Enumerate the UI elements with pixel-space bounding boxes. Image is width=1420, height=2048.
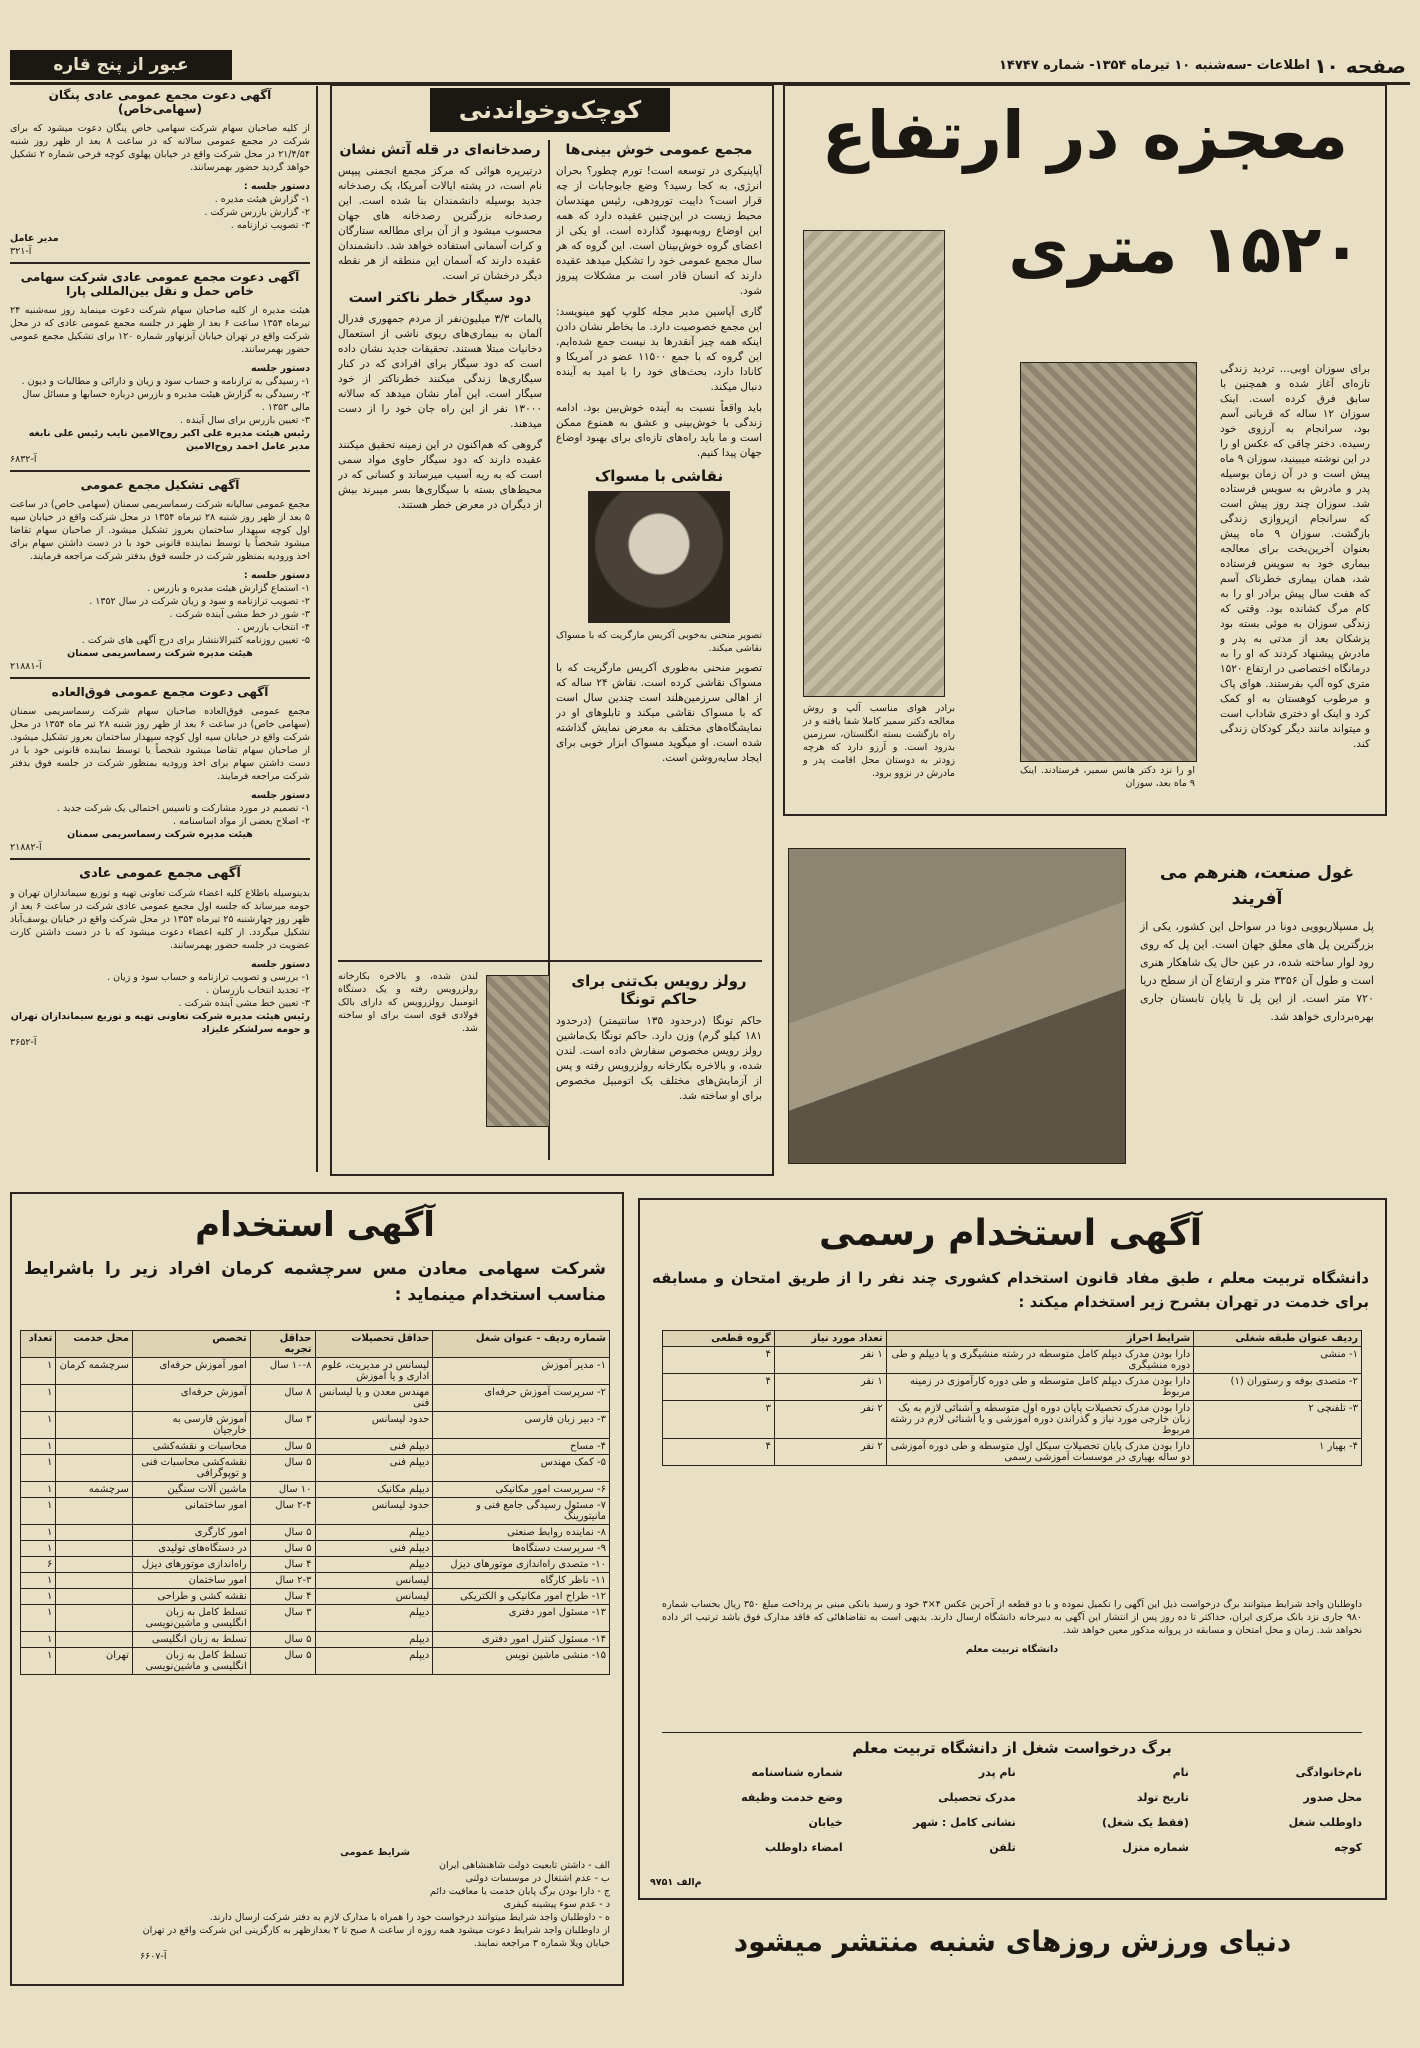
- cell-job-title: ۲- متصدی بوفه و رستوران (۱): [1194, 1374, 1362, 1401]
- table-row: [21, 1648, 610, 1675]
- ad-2-body: هیئت مدیره از کلیه صاحبان سهام شرکت دعوت مینماید روز سه‌شنبه ۲۴ تیرماه ۱۳۵۴ ساعت ۶ بعد از ظهر در جلسه مجمع عمومی عادی که در محل شرکت واقع در تهران خیابان آیزنهاور شماره ۱۲۰ برای تشکیل مجمع عمومی حضور بهمرسانند.: [10, 305, 310, 355]
- cell-education: حدود لیسانس: [315, 1412, 433, 1439]
- application-form: [662, 1760, 1362, 1860]
- cell-location: [56, 1525, 133, 1541]
- ad-3: [10, 478, 310, 679]
- ad-5-agenda-title: دستور جلسه: [251, 959, 310, 970]
- feature-body: [1220, 362, 1370, 802]
- cell-education: دیپلم فنی: [315, 1541, 433, 1557]
- cell-specialty: امور آموزش حرفه‌ای: [132, 1358, 250, 1385]
- ad-3-title: آگهی تشکیل مجمع عمومی: [80, 478, 240, 492]
- ad-3-agenda-1: ۱- استماع گزارش هیئت مدیره و بازرس .: [147, 583, 310, 594]
- jobs-right-table-wrap: [662, 1330, 1362, 1466]
- ad-5-agenda-2: ۲- تجدید انتخاب بازرسان .: [206, 985, 310, 996]
- table-row: [21, 1573, 610, 1589]
- form-alley: کوچه: [1334, 1841, 1362, 1854]
- rolls-text-2: [338, 970, 478, 1160]
- cell-count: ۱: [21, 1589, 56, 1605]
- cell-specialty: امور ساختمان: [132, 1573, 250, 1589]
- rolls-divider: [338, 960, 762, 962]
- jobs-left-footer: از داوطلبان واجد شرایط دعوت میشود همه روزه از ساعت ۸ صبح تا ۲ بعدازظهر به کارگزینی این شرکت واقع در تهران خیابان ویلا شماره ۳ مراجعه نمایند.: [142, 1925, 610, 1949]
- ad-5-agenda-1: ۱- بررسی و تصویب ترازنامه و حساب سود و زیان .: [107, 972, 310, 983]
- jobs-right-notice: [662, 1598, 1362, 1656]
- ad-3-ref: آ-۲۱۸۸۱: [10, 661, 42, 672]
- ad-3-agenda-2: ۲- تصویب ترازنامه و سود و زیان شرکت در سال ۱۳۵۲ .: [89, 596, 310, 607]
- cell-experience: ۵ سال: [250, 1455, 315, 1482]
- cell-experience: ۵ سال: [250, 1541, 315, 1557]
- table-row: [21, 1632, 610, 1648]
- cell-specialty: تسلط کامل به زبان انگلیسی و ماشین‌نویسی: [132, 1648, 250, 1675]
- ad-5-body: بدینوسیله باطلاع کلیه اعضاء شرکت تعاونی تهیه و توزیع سیماندازان تهران و حومه میرساند که جلسه اول مجمع عمومی عادی شرکت در ساعت ۶ بعد از ظهر روز چهارشنبه ۲۵ تیرماه ۱۳۵۴ در محل شرکت واقع در خیابان یوسف‌آباد تشکیل میگردد. از کلیه اعضاء دعوت میشود که با در دست داشتن کارت عضویت در جلسه حضور بهمرسانند.: [10, 888, 310, 951]
- ad-4: [10, 685, 310, 860]
- cell-count: ۶: [21, 1557, 56, 1573]
- form-house-number: شماره منزل: [1122, 1841, 1189, 1854]
- cell-title: ۵- کمک مهندس: [433, 1455, 610, 1482]
- jobs-right-signature: دانشگاه تربیت معلم: [965, 1644, 1059, 1655]
- form-military: وضع خدمت وظیفه: [741, 1791, 843, 1804]
- condition-4: د - عدم سوء پیشینه کیفری: [503, 1899, 610, 1910]
- table-row: [663, 1439, 1362, 1466]
- condition-2: ب - عدم اشتغال در موسسات دولتی: [465, 1873, 610, 1884]
- form-phone: تلفن: [989, 1841, 1016, 1854]
- a5b-body: لندن شده، و بالاخره بکارخانه رولزرویس رفته و یک دستگاه اتومبیل رولزرویس که دارای بالک فولادی قوی است برای او ساخته شد.: [338, 971, 478, 1034]
- cell-specialty: محاسبات و نقشه‌کشی: [132, 1439, 250, 1455]
- cell-experience: ۸ سال: [250, 1385, 315, 1412]
- col-job-title: ردیف عنوان طبقه شغلی: [1194, 1331, 1362, 1347]
- form-name: نام: [1172, 1766, 1189, 1779]
- col-count: تعداد: [21, 1331, 56, 1358]
- a1-title: مجمع عمومی خوش بینی‌ها: [565, 142, 753, 158]
- cell-education: لیسانس: [315, 1589, 433, 1605]
- condition-1: الف - داشتن تابعیت دولت شاهنشاهی ایران: [438, 1860, 610, 1871]
- cell-title: ۲- سرپرست آموزش حرفه‌ای: [433, 1385, 610, 1412]
- jobs-left-subtitle: شرکت سهامی معادن مس سرچشمه کرمان افراد زیر را باشرایط مناسب استخدام مینماید :: [24, 1259, 606, 1305]
- jobs-right-ref: م‌الف ۹۷۵۱: [650, 1877, 702, 1888]
- jobs-left-ref: آ-۶۶۰۷: [140, 1951, 167, 1962]
- a4-body: تصویر منحنی به‌طوری آکریس مارگریت که با مسواک نقاشی کرده است. نقاش ۲۴ ساله که از اهالی سرزمین‌هلند است چندین سال است که با مسواک نقاشی میکند و تابلوهای او در نمایشگاه‌های مختلف به معرض نمایش گذاشته شده است. او میگوید مسواک ابزار خوبی برای ایجاد سایه‌روشن است.: [556, 662, 762, 764]
- cell-specialty: امور ساختمانی: [132, 1498, 250, 1525]
- ad-5-ref: آ-۳۶۵۲: [10, 1037, 37, 1048]
- bridge-body: پل مسپلاریوویی دونا در سواحل این کشور، یکی از بزرگترین پل های معلق جهان است. این پل که روی رود لوار ساخته شده، در عین حال یک شاهکار هنری است و طول آن ۳۳۵۶ متر و ارتفاع آن از سطح دریا ۷۲۰ متر است. از این پل تا پایان تابستان جاری بهره‌برداری خواهد شد.: [1140, 920, 1374, 1023]
- cell-experience: ۳ سال: [250, 1412, 315, 1439]
- cell-needed: ۲ نفر: [774, 1401, 886, 1439]
- a1-body: آپاپنیکری در توسعه است! تورم چطور؟ بحران انرژی، به کجا رسید؟ وضع جابوجابات از چه قرار است؟ داییت تورودهی، رئیس مهندسان محیط زیست در این‌چنین عقیده دارد که همه این اوضاع روبه‌بهبود گذارده است. او یکی از اعضای گروه خوش‌بینان است. این گروه که هر سال مجمع عمومی خود را تشکیل میدهد عقیده دارند که انسان قادر است بر مشکلات پیروز شود.: [556, 165, 762, 297]
- cell-education: دیپلم: [315, 1557, 433, 1573]
- ad-1: [10, 88, 310, 264]
- jobs-left-table: [20, 1330, 610, 1675]
- cell-job-title: ۳- تلفنچی ۲: [1194, 1401, 1362, 1439]
- cell-education: دیپلم: [315, 1605, 433, 1632]
- cell-requirements: دارا بودن مدرک دیپلم کامل متوسطه و طی دوره کارآموزی در زمینه مربوط: [886, 1374, 1194, 1401]
- cell-education: دیپلم: [315, 1525, 433, 1541]
- ad-1-agenda-2: ۲- گزارش بازرس شرکت .: [204, 207, 310, 218]
- cell-count: ۱: [21, 1439, 56, 1455]
- toothbrush-painting-photo: [588, 491, 730, 623]
- a2-title: رصدخانه‌ای در قله آتش نشان: [339, 142, 541, 158]
- ad-2-agenda-1: ۱- رسیدگی به ترازنامه و حساب سود و زیان و دارائی و مطالبات و دیون .: [21, 376, 310, 387]
- table-row: [663, 1401, 1362, 1439]
- cell-location: [56, 1541, 133, 1557]
- ad-2-agenda-2: ۲- رسیدگی به گزارش هیئت مدیره و بازرس درباره حسابها و مسائل سال مالی ۱۳۵۳ .: [22, 389, 310, 413]
- form-one-job-note: (فقط یک شغل): [1102, 1816, 1189, 1829]
- cell-education: دیپلم فنی: [315, 1439, 433, 1455]
- form-education: مدرک تحصیلی: [938, 1791, 1016, 1804]
- cell-needed: ۲ نفر: [774, 1439, 886, 1466]
- cell-count: ۱: [21, 1605, 56, 1632]
- ad-4-agenda-1: ۱- تصمیم در مورد مشارکت و تاسیس احتمالی یک شرکت جدید .: [56, 803, 310, 814]
- cell-specialty: ماشین آلات سنگین: [132, 1482, 250, 1498]
- feature-headline-1: معجزه در ارتفاع: [821, 97, 1349, 174]
- cell-experience: ۵ سال: [250, 1439, 315, 1455]
- col-education: حداقل تحصیلات: [315, 1331, 433, 1358]
- col-location: محل خدمت: [56, 1331, 133, 1358]
- form-position: داوطلب شغل: [1288, 1816, 1362, 1829]
- cell-experience: ۴ سال: [250, 1557, 315, 1573]
- feature-body-text: برای سوزان اوبی... تردید زندگی تازه‌ای آغاز شده و همچنین با سابق فرق کرده است. اینک سوزان ۱۲ ساله که قربانی آسم بود، سرانجام به آرزوی خود رسیده. دختر چاقی که عکس او را در این نوشته میبینید، سوزان ۹ ماه پیش است و در آن زمان بوسیله پدر و مادرش به سویس فرستاده شد. سوزان چند روز پیش است که سرانجام ازپروازی زندگی بازگشت. سوزان ۹ ماه پیش بعنوان آخرین‌بخت برای معالجه بیماری خود به سویس فرستاده شد، همان بیماری خطرناک آسم که هفت سال پیش برادر او را به کام مرگ کشانده بود. وقتی که زندگی سوزان به موئی بسته بود پزشکان بعد از مدتی به پدر و مادرش پیشنهاد کردند که او را به درمانگاه اختصاصی در ارتفاع ۱۵۲۰ متری کوه آلپ بفرستند. هوای پاک و مرطوب کوهستان به او کمک کرد و اینک او دختری شاداب است و میتواند مانند دیگر کودکان زندگی کند.: [1220, 363, 1370, 750]
- cell-location: [56, 1385, 133, 1412]
- cell-needed: ۱ نفر: [774, 1347, 886, 1374]
- bridge-title: غول صنعت، هنرهم می آفریند: [1159, 863, 1355, 909]
- ad-2-signature: رئیس هیئت مدیره علی اکبر روح‌الامین نایب رئیس علی نابغه مدیر عامل احمد روح‌الامین: [28, 428, 310, 452]
- ad-5: [10, 866, 310, 1049]
- jobs-right-table: [662, 1330, 1362, 1466]
- cell-specialty: تسلط کامل به زبان انگلیسی و ماشین‌نویسی: [132, 1605, 250, 1632]
- cell-title: ۸- نماینده روابط صنعتی: [433, 1525, 610, 1541]
- caption-before: برادر هوای مناسب آلپ و روش معالجه دکتر سمیر کاملا شفا یافته و در راه بازگشت بسته انگلستان، سرزمین بدرود است. و آرزو دارد که هرچه زودتر به دوستان محل اقامت پدر و مادرش در نزوو برود.: [803, 703, 955, 779]
- cell-title: ۴- مساح: [433, 1439, 610, 1455]
- form-birth-date: تاریخ تولد: [1136, 1791, 1189, 1804]
- form-father: نام پدر: [978, 1766, 1016, 1779]
- form-title: برگ درخواست شغل از دانشگاه تربیت معلم: [662, 1732, 1362, 1757]
- form-lastname: نام‌خانوادگی: [1295, 1766, 1362, 1779]
- condition-3: ج - دارا بودن برگ پایان خدمت یا معافیت دائم: [430, 1886, 610, 1897]
- col-experience: حداقل تجربه: [250, 1331, 315, 1358]
- cell-education: دیپلم فنی: [315, 1455, 433, 1482]
- a3b-body: گروهی که هم‌اکنون در این زمینه تحقیق میکنند عقیده دارند که دود سیگار حاوی مواد سمی است که به ریه آسیب میرساند و کسانی که در محیط‌های بسته با سیگاری‌ها بسر میبرند بیش از دیگران در معرض خطر هستند.: [338, 439, 542, 511]
- caption-after: او را نزد دکتر هانس سمیر، فرستادند. اینک ۹ ماه بعد، سوزان: [1020, 765, 1195, 789]
- page-label: صفحه ۱۰: [1314, 54, 1406, 78]
- ad-3-agenda-3: ۳- شور در خط مشی آینده شرکت .: [169, 609, 310, 620]
- cell-group: ۴: [663, 1374, 775, 1401]
- cell-education: لیسانس: [315, 1573, 433, 1589]
- a4-caption: تصویر منحنی به‌خوبی آکریس مارگریت که با مسواک نقاشی میکند.: [556, 630, 762, 654]
- cell-count: ۱: [21, 1573, 56, 1589]
- jobs-right-header-row: [663, 1331, 1362, 1347]
- cell-group: ۳: [663, 1401, 775, 1439]
- cell-requirements: دارا بودن مدرک پایان تحصیلات سیکل اول متوسطه و طی دوره آموزشی دو ساله بهیاری در موسسات آموزشی رسمی: [886, 1439, 1194, 1466]
- cell-location: تهران: [56, 1648, 133, 1675]
- jobs-left-tbody: [21, 1358, 610, 1675]
- ad-1-ref: آ-۳۲۱: [10, 246, 32, 257]
- form-place-issue: محل صدور: [1303, 1791, 1362, 1804]
- table-row: [21, 1358, 610, 1385]
- cell-group: ۴: [663, 1347, 775, 1374]
- cell-count: ۱: [21, 1358, 56, 1385]
- ad-3-signature: هیئت مدیره شرکت رسماسریمی سمنان: [67, 648, 253, 659]
- ad-5-title: آگهی مجمع عمومی عادی: [79, 866, 241, 881]
- table-row: [21, 1482, 610, 1498]
- cell-specialty: آموزش حرفه‌ای: [132, 1385, 250, 1412]
- ad-3-agenda-4: ۴- انتخاب بازرس .: [236, 622, 310, 633]
- table-row: [21, 1385, 610, 1412]
- cell-experience: ۴ سال: [250, 1589, 315, 1605]
- ad-3-body: مجمع عمومی سالیانه شرکت رسماسریمی سمنان (سهامی خاص) در ساعت ۵ بعد از ظهر روز شنبه ۲۸ تیرماه ۱۳۵۴ در محل شرکت واقع در خیابان سپه اول کوچه سپهدار ساختمان بعروز تشکیل میشود. از صاحبان سهام تقاضا میشود شخصاً یا توسط نماینده قانونی خود با در دست داشتن سهام برای اخذ ورودیه بمنظور شرکت در جلسه فوق بدفتر شرکت مراجعه فرمایند.: [10, 499, 310, 562]
- jobs-left-conditions: [140, 1846, 610, 1963]
- cell-location: [56, 1589, 133, 1605]
- ads-column: [10, 86, 310, 1176]
- a1b-body: گاری آپاسین مدیر مجله کلوپ کهو مینویسد: این مجمع خصوصیت دارد. ما بخاطر نشان دادن اینکه همه چیز آنقدرها بد نیست جمع شده‌ایم. این گروه که با جمع ۱۱۵۰۰ عضو در آمریکا و کانادا دارد، بحث‌های خود را با امید به آینده دنبال میکند.: [556, 306, 762, 393]
- ad-2: [10, 270, 310, 472]
- form-id-number: شماره شناسنامه: [751, 1766, 843, 1779]
- ad-1-signature: مدیر عامل: [10, 233, 59, 244]
- jobs-left-title: آگهی استخدام: [195, 1205, 435, 1245]
- cell-specialty: در دستگاه‌های تولیدی: [132, 1541, 250, 1557]
- cell-group: ۴: [663, 1439, 775, 1466]
- cell-location: [56, 1455, 133, 1482]
- cell-location: [56, 1632, 133, 1648]
- form-street: خیابان: [808, 1816, 843, 1829]
- cell-education: دیپلم مکانیک: [315, 1482, 433, 1498]
- ad-2-title: آگهی دعوت مجمع عمومی عادی شرکت سهامی خاص حمل و نقل بین‌المللی پارا: [20, 270, 300, 298]
- a4-title: نقاشی با مسواک: [594, 467, 724, 485]
- kids-section-title: کوچک‌وخواندنی: [430, 88, 670, 132]
- ad-4-body: مجمع عمومی فوق‌العاده صاحبان سهام شرکت رسماسریمی سمنان (سهامی خاص) در ساعت ۶ بعد از ظهر روز شنبه ۲۸ تیر ماه ۱۳۵۴ در محل شرکت واقع در خیابان سپه اول کوچه سپهدار ساختمان بعروز تشکیل میشود. از صاحبان سهام تقاضا میشود شخصاً یا توسط نماینده قانونی خود با در دست داشتن سهام برای اخذ ورودیه بمنظور شرکت در جلسه فوق بدفتر شرکت مراجعه فرمایند.: [10, 706, 310, 782]
- ad-1-agenda-1: ۱- گزارش هیئت مدیره .: [214, 194, 310, 205]
- cell-title: ۱۳- مسئول امور دفتری: [433, 1605, 610, 1632]
- col-group: گروه قطعی: [663, 1331, 775, 1347]
- col-requirements: شرایط احراز: [886, 1331, 1194, 1347]
- ad-3-agenda-title: دستور جلسه :: [243, 570, 310, 581]
- a2-body: درتیرپره هوائی که مرکز مجمع انجمنی پیپس نام است، در پشته ایالات آمریکا، یک رصدخانه جدید بوسیله دانشمندان بنا شده است. این رصدخانه بزرگترین رصدخانه های جهان محسوب میشود و از آن برای مطالعه ستارگان و کرات آسمانی استفاده خواهد شد. دانشمندان عقیده دارند که آسمان این منطقه از هر نقطه دیگر درخشان تر است.: [338, 165, 542, 282]
- cell-count: ۱: [21, 1648, 56, 1675]
- cell-job-title: ۱- منشی: [1194, 1347, 1362, 1374]
- conditions-title: شرایط عمومی: [340, 1847, 410, 1858]
- cell-location: [56, 1439, 133, 1455]
- cell-location: [56, 1557, 133, 1573]
- ad-1-title: آگهی دعوت مجمع عمومی عادی پنگان (سهامی‌خاص): [48, 88, 272, 116]
- ad-3-agenda-5: ۵- تعیین روزنامه کثیرالانتشار برای درج آگهی های شرکت .: [81, 635, 310, 646]
- ad-1-body: از کلیه صاحبان سهام شرکت سهامی خاص پنگان دعوت میشود که برای شرکت در مجمع عمومی سالانه که در ساعت ۸ بعد از ظهر روز شنبه ۲۱/۴/۵۴ در محل شرکت واقع در خیابان پهلوی کوچه فرخی شماره ۲ تشکیل خواهد گردید حضور بهمرسانند.: [10, 123, 310, 173]
- ad-4-agenda-2: ۲- اصلاح بعضی از مواد اساسنامه .: [172, 816, 310, 827]
- cell-count: ۱: [21, 1632, 56, 1648]
- cell-location: سرچشمه: [56, 1482, 133, 1498]
- a3-body: پالمات ۳/۳ میلیون‌نفر از مردم جمهوری فدرال آلمان به بیماری‌های ریوی ناشی از استعمال دخانیات مبتلا هستند. تحقیقات جدید نشان داده است که دود سیگار برای افرادی که در کنار سیگاری‌ها زندگی میکنند خطرناکتر از خود سیگار است. این آمار نشان میدهد که سالانه ۱۳۰۰۰ نفر از این راه جان خود را از دست میدهند.: [338, 313, 542, 430]
- jobs-right-notice-text: داوطلبان واجد شرایط میتوانند برگ درخواست ذیل این آگهی را تکمیل نموده و با دو قطعه از آخرین عکس ۴×۳ خود و رسید بانکی مبنی بر پرداخت مبلغ ۳۵۰ ریال بحساب شماره ۹۸۰ جاری نزد بانک مرکزی ایران، حداکثر تا ده روز پس از انتشار این آگهی به دبیرخانه دانشگاه ارسال دارند. بدیهی است به تقاضاهائی که فاقد مدارک فوق باشد ترتیب اثر داده نخواهد شد. زمان و محل امتحان و مسابقه در پروانه مذکور معین خواهد شد.: [662, 1599, 1363, 1636]
- jobs-right-title: آگهی استخدام رسمی: [818, 1213, 1203, 1254]
- cell-title: ۳- دبیر زبان فارسی: [433, 1412, 610, 1439]
- form-address-city: نشانی کامل : شهر: [913, 1816, 1016, 1829]
- rolls-text: [556, 970, 762, 1160]
- cell-experience: ۵ سال: [250, 1525, 315, 1541]
- feature-headline-2: ۱۵۲۰ متری: [1008, 211, 1362, 288]
- table-row: [21, 1541, 610, 1557]
- ad-5-agenda-3: ۳- تعیین خط مشی آینده شرکت .: [178, 998, 310, 1009]
- table-row: [21, 1605, 610, 1632]
- girl-before-photo: [803, 230, 945, 697]
- cell-experience: ۳ سال: [250, 1605, 315, 1632]
- cell-education: دیپلم: [315, 1648, 433, 1675]
- cell-requirements: دارا بودن مدرک دیپلم کامل متوسطه در رشته منشیگری و یا دیپلم و طی دوره منشیگری: [886, 1347, 1194, 1374]
- cell-title: ۷- مسئول رسیدگی جامع فنی و مانیتورینگ: [433, 1498, 610, 1525]
- col-title: شماره ردیف - عنوان شغل: [433, 1331, 610, 1358]
- cell-specialty: امور کارگری: [132, 1525, 250, 1541]
- jobs-left-table-wrap: [20, 1330, 610, 1675]
- a1c-body: باید واقعاً نسبت به آینده خوش‌بین بود. ادامه زندگی با خوش‌بینی و عشق به همنوع ممکن است و ما باید راه‌های تازه‌ای برای بهبود اوضاع جهان پیدا کنیم.: [556, 402, 762, 459]
- a3-title: دود سیگار خطر ناکتر است: [348, 290, 532, 306]
- bridge-text: [1140, 858, 1374, 1032]
- ads-divider: [316, 86, 318, 1172]
- page-header: [10, 50, 1410, 85]
- tonga-king-photo: [486, 975, 550, 1127]
- cell-experience: ۲-۳ سال: [250, 1573, 315, 1589]
- cell-experience: ۵ سال: [250, 1648, 315, 1675]
- cell-count: ۱: [21, 1412, 56, 1439]
- cell-count: ۱: [21, 1541, 56, 1557]
- cell-count: ۱: [21, 1482, 56, 1498]
- cell-count: ۱: [21, 1498, 56, 1525]
- cell-title: ۱۰- متصدی راه‌اندازی موتورهای دیزل: [433, 1557, 610, 1573]
- condition-5: ه - داوطلبان واجد شرایط میتوانند درخواست خود را همراه با مدارک لازم به دفتر شرکت ارسال دارند.: [209, 1912, 610, 1923]
- cell-specialty: نقشه کشی و طراحی: [132, 1589, 250, 1605]
- cell-needed: ۱ نفر: [774, 1374, 886, 1401]
- cell-experience: ۱۰ سال: [250, 1482, 315, 1498]
- col-specialty: تخصص: [132, 1331, 250, 1358]
- issue-line: اطلاعات -سه‌شنبه ۱۰ تیرماه ۱۳۵۴- شماره ۱۴۷۴۷: [998, 58, 1310, 73]
- form-signature: امضاء داوطلب: [764, 1841, 843, 1854]
- ad-1-agenda-title: دستور جلسه :: [243, 181, 310, 192]
- cell-count: ۱: [21, 1525, 56, 1541]
- cell-title: ۱- مدیر آموزش: [433, 1358, 610, 1385]
- cell-specialty: آموزش فارسی به خارجیان: [132, 1412, 250, 1439]
- cell-experience: ۵ سال: [250, 1632, 315, 1648]
- cell-title: ۱۱- ناظر کارگاه: [433, 1573, 610, 1589]
- ad-2-agenda-3: ۳- تعیین بازرس برای سال آینده .: [179, 415, 310, 426]
- table-row: [21, 1455, 610, 1482]
- cell-title: ۱۵- منشی ماشین نویس: [433, 1648, 610, 1675]
- ad-1-agenda-3: ۳- تصویب ترازنامه .: [230, 220, 310, 231]
- ad-4-agenda-title: دستور جلسه: [251, 790, 310, 801]
- jobs-right-tbody: [663, 1347, 1362, 1466]
- table-row: [21, 1412, 610, 1439]
- cell-requirements: دارا بودن مدرک تحصیلات پایان دوره اول متوسطه و آشنائی لازم به یک زبان خارجی مورد نیاز و گذراندن دوره آموزشی و یا آشنائی لازم در رشته مربوط: [886, 1401, 1194, 1439]
- cell-specialty: راه‌اندازی موتورهای دیزل: [132, 1557, 250, 1573]
- jobs-left-header-row: [21, 1331, 610, 1358]
- cell-specialty: تسلط به زبان انگلیسی: [132, 1632, 250, 1648]
- cell-education: دیپلم: [315, 1632, 433, 1648]
- cell-location: [56, 1498, 133, 1525]
- cell-title: ۹- سرپرست دستگاه‌ها: [433, 1541, 610, 1557]
- cell-experience: ۱۰-۸ سال: [250, 1358, 315, 1385]
- table-row: [21, 1525, 610, 1541]
- jobs-right-subtitle: دانشگاه تربیت معلم ، طبق مفاد قانون استخدام کشوری چند نفر را از طریق امتحان و مسابقه برای خدمت در تهران بشرح زیر استخدام میکند :: [652, 1269, 1369, 1311]
- ad-2-ref: آ-۶۸۳۲: [10, 454, 37, 465]
- ad-4-title: آگهی دعوت مجمع عمومی فوق‌العاده: [51, 685, 269, 699]
- girl-after-photo: [1020, 362, 1197, 762]
- kids-left-column: [338, 140, 542, 940]
- cell-location: [56, 1573, 133, 1589]
- table-row: [21, 1557, 610, 1573]
- cell-count: ۱: [21, 1455, 56, 1482]
- cell-job-title: ۴- بهیار ۱: [1194, 1439, 1362, 1466]
- a5-title: رولز رویس بک‌تنی برای حاکم تونگا: [571, 972, 747, 1008]
- ad-5-signature: رئیس هیئت مدیره شرکت تعاونی تهیه و توزیع سیماندازان تهران و حومه سرلشکر علیزاد: [10, 1011, 310, 1035]
- table-row: [663, 1347, 1362, 1374]
- cell-location: سرچشمه کرمان: [56, 1358, 133, 1385]
- cell-title: ۱۲- طراح امور مکانیکی و الکتریکی: [433, 1589, 610, 1605]
- ad-2-agenda-title: دستور جلسه: [251, 363, 310, 374]
- cell-location: [56, 1605, 133, 1632]
- cell-count: ۱: [21, 1385, 56, 1412]
- cell-education: لیسانس در مدیریت، علوم اداری و یا آموزش: [315, 1358, 433, 1385]
- cell-specialty: نقشه‌کشی محاسبات فنی و توپوگرافی: [132, 1455, 250, 1482]
- table-row: [21, 1498, 610, 1525]
- table-row: [21, 1439, 610, 1455]
- section-title: عبور از پنج قاره: [10, 50, 232, 80]
- cell-title: ۱۴- مسئول کنترل امور دفتری: [433, 1632, 610, 1648]
- cell-title: ۶- سرپرست امور مکانیکی: [433, 1482, 610, 1498]
- a5-body: حاکم تونگا (درحدود ۱۳۵ سانتیمتر) (درحدود ۱۸۱ کیلو گرم) وزن دارد. حاکم تونگا بک‌ماشین رولز رویس مخصوص سفارش داده است. لندن شده، و بالاخره بکارخانه رولزرویس رفته و پس از آزمایش‌های مختلف یک اتومبیل مخصوص برای او ساخته شد.: [556, 1015, 762, 1102]
- cell-education: مهندس معدن و یا لیسانس فنی: [315, 1385, 433, 1412]
- ad-4-ref: آ-۲۱۸۸۲: [10, 842, 42, 853]
- cell-experience: ۲-۴ سال: [250, 1498, 315, 1525]
- cell-education: حدود لیسانس: [315, 1498, 433, 1525]
- sports-banner: دنیای ورزش روزهای شنبه منتشر میشود: [733, 1925, 1292, 1958]
- cell-location: [56, 1412, 133, 1439]
- table-row: [21, 1589, 610, 1605]
- bridge-photo: [788, 848, 1126, 1164]
- col-needed: تعداد مورد نیاز: [774, 1331, 886, 1347]
- table-row: [663, 1374, 1362, 1401]
- ad-4-signature: هیئت مدیره شرکت رسماسریمی سمنان: [67, 829, 253, 840]
